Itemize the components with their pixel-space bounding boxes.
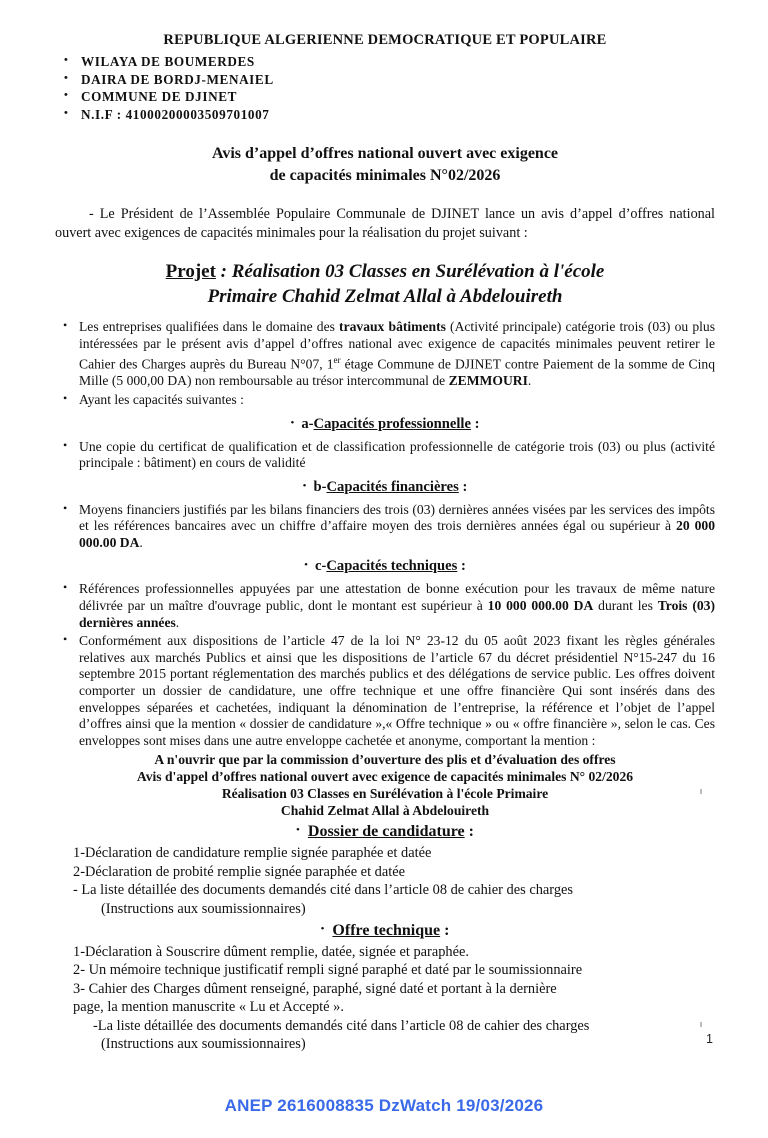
organization-list (55, 53, 715, 123)
project-separator: : (215, 261, 232, 282)
notice-title (55, 143, 715, 187)
bullet-dot-icon: • (302, 479, 307, 492)
bullet1-bold-zemmouri: ZEMMOURI (448, 373, 528, 389)
technical-capacity-list (55, 581, 715, 749)
dossier-item-2: 2-Déclaration de probité remplie signée paraphée et datée (73, 863, 406, 880)
bullet1-text-part-3: étage Commune de DJINET contre Paiement de la somme de Cinq Mille (5 000,00 DA) non remboursable au trésor intercommunal de (79, 356, 715, 389)
republic-title: REPUBLIQUE ALGERIENNE DEMOCRATIQUE ET POPULAIRE (163, 32, 607, 48)
conditions-list (55, 319, 715, 409)
section-heading-dossier-candidature (55, 823, 715, 841)
bullet-ayant-capacites: • Ayant les capacités suivantes : (55, 392, 715, 409)
section-heading-offre-technique (55, 922, 715, 940)
subhead-c-suffix: : (457, 558, 466, 575)
mention-line-1: A n'ouvrir que par la commission d’ouverture des plis et d’évaluation des offres (154, 752, 616, 768)
mention-line-3: Réalisation 03 Classes en Surélévation à l'école Primaire (221, 786, 549, 802)
bullet-dot-icon: • (320, 923, 325, 936)
subhead-b-suffix: : (458, 478, 468, 495)
bullet1-text-part-1: Les entreprises qualifiées dans le domaine des (79, 319, 340, 334)
dossier-heading-suffix: : (464, 823, 474, 841)
cap-tech-text-part-1: Références professionnelles appuyées par une attestation de bonne exécution pour les travaux de même nature délivrée par un maître d'ouvrage public, dont le montant est supérieur à (79, 581, 715, 614)
bullet-dot-icon: • (296, 824, 300, 837)
offre-item-1: 1-Déclaration à Souscrire dûment remplie, datée, signée et paraphée. (73, 944, 469, 961)
financial-capacity-list (55, 502, 715, 552)
anep-footer: ANEP 2616008835 DzWatch 19/03/2026 (224, 1096, 544, 1115)
cap-tech-period: Trois (03) dernières années (79, 598, 715, 630)
offre-item-3-cont: page, la mention manuscrite « Lu et Accepté ». (73, 999, 344, 1016)
offre-heading-suffix: : (440, 922, 450, 940)
scan-speck (700, 1022, 702, 1027)
org-line-daira: • DAIRA DE BORDJ-MENAIEL (55, 71, 715, 89)
subhead-b-prefix: b- (313, 478, 327, 495)
mention-line-2: Avis d'appel d’offres national ouvert avec exigence de capacités minimales N° 02/2026 (136, 769, 634, 785)
dossier-item-instructions: (Instructions aux soumissionnaires) (101, 900, 306, 917)
dossier-heading-label: Dossier de candidature (307, 823, 465, 841)
intro-paragraph: - Le Président de l’Assemblée Populaire Communale de DJINET lance un avis d’appel d’offres national ouvert avec exigences de capacités minimales pour la réalisation du projet suivant : (55, 206, 715, 241)
subhead-a-suffix: : (470, 415, 480, 432)
subhead-b-label: Capacités financières (326, 478, 459, 495)
cap-fin-amount: 20 000 000.00 DA (79, 518, 715, 550)
offre-item-2: 2- Un mémoire technique justificatif rempli signé paraphé et daté par le soumissionnaire (73, 962, 583, 979)
offre-heading-label: Offre technique (332, 922, 441, 940)
professional-capacity-list (55, 439, 715, 472)
bullet-dot-icon: • (304, 559, 309, 572)
cap-fin-text-part-2: . (139, 534, 143, 550)
cap-tech-text-part-3: . (175, 614, 180, 630)
bullet-references-professionnelles (55, 581, 715, 631)
project-heading (55, 259, 715, 309)
dossier-item-1: 1-Déclaration de candidature remplie signée paraphée et datée (73, 845, 432, 862)
subheading-capacites-professionnelle (55, 414, 715, 434)
cap-fin-text-part-1: Moyens financiers justifiés par les bilans financiers des trois (03) dernières années visées par les services des impôts et les références bancaires avec un chiffre d’affaire moyen des trois dernières années égal ou supérieur à (79, 501, 715, 534)
project-title-line-1: Réalisation 03 Classes en Surélévation à l'école (231, 261, 605, 282)
subhead-a-label: Capacités professionnelle (313, 415, 471, 432)
cap-tech-amount: 10 000 000.00 DA (487, 598, 594, 614)
bullet-enterprises-qualified (55, 319, 715, 390)
project-label: Projet (165, 261, 216, 282)
org-line-commune: • COMMUNE DE DJINET (55, 88, 715, 106)
project-title-line-2: Primaire Chahid Zelmat Allal à Abdelouireth (207, 286, 563, 307)
bullet1-text-part-2: (Activité principale) catégorie trois (03) ou plus intéressées par le présent avis d’appel d’offres national avec exigence de capacités minimales peuvent retirer le Cahier des Charges auprès du Bureau N°07, 1 (79, 319, 716, 372)
bullet-certificat-qualification: • Une copie du certificat de qualification et de classification professionnelle de catégorie trois (03) ou plus (activité principale : bâtiment) en cours de validité (55, 439, 715, 472)
bullet-dot-icon: • (290, 416, 295, 429)
document-content (55, 32, 715, 1053)
subhead-c-prefix: c- (315, 558, 327, 575)
subhead-a-prefix: a- (301, 415, 314, 432)
notice-title-line-2: de capacités minimales N°02/2026 (269, 167, 501, 184)
notice-title-line-1: Avis d’appel d’offres national ouvert avec exigence (211, 145, 559, 162)
offre-item-3: 3- Cahier des Charges dûment renseigné, paraphé, signé daté et portant à la dernière (73, 980, 557, 997)
offre-item-instructions: (Instructions aux soumissionnaires) (101, 1036, 306, 1053)
offre-item-dash: -La liste détaillée des documents demandés cité dans l’article 08 de cahier des charges (93, 1017, 590, 1034)
envelope-mention-block (55, 751, 715, 819)
bullet1-bold-travaux: travaux bâtiments (339, 319, 446, 334)
cap-tech-text-part-2: durant les (593, 598, 658, 614)
subheading-capacites-financieres (55, 477, 715, 497)
bullet-conformite-dispositions: • Conformément aux dispositions de l’article 47 de la loi N° 23-12 du 05 août 2023 fixant les règles générales relatives aux marchés Publics et ainsi que les dispositions de l’article 67 du décret présidentiel N°15-247 du 16 septembre 2015 portant réglementation des marchés publics et des délégations de service public. Les offres doivent comporter un dossier de candidature, une offre technique et une offre financière Qui sont insérés dans des enveloppes séparées et cachetées, indiquant la dénomination de l’entreprise, la référence et l’objet de l’appel d’offres ainsi que la mention « dossier de candidature »,« Offre technique » ou « offre financière », selon le cas. Ces enveloppes sont mises dans une autre enveloppe cachetée et anonyme, comportant la mention : (55, 633, 715, 749)
dossier-item-dash: - La liste détaillée des documents demandés cité dans l’article 08 de cahier des charges (73, 882, 574, 899)
scan-speck (700, 789, 702, 794)
subheading-capacites-techniques (55, 556, 715, 576)
org-line-nif: • N.I.F : 41000200003509701007 (55, 106, 715, 124)
bullet1-superscript: er (333, 355, 341, 366)
bullet-moyens-financiers (55, 502, 715, 552)
subhead-c-label: Capacités techniques (326, 558, 458, 575)
org-line-wilaya: • WILAYA DE BOUMERDES (55, 53, 715, 71)
page-number: 1 (706, 1032, 713, 1046)
bullet1-text-part-4: . (527, 373, 532, 389)
mention-line-4: Chahid Zelmat Allal à Abdelouireth (280, 803, 490, 819)
